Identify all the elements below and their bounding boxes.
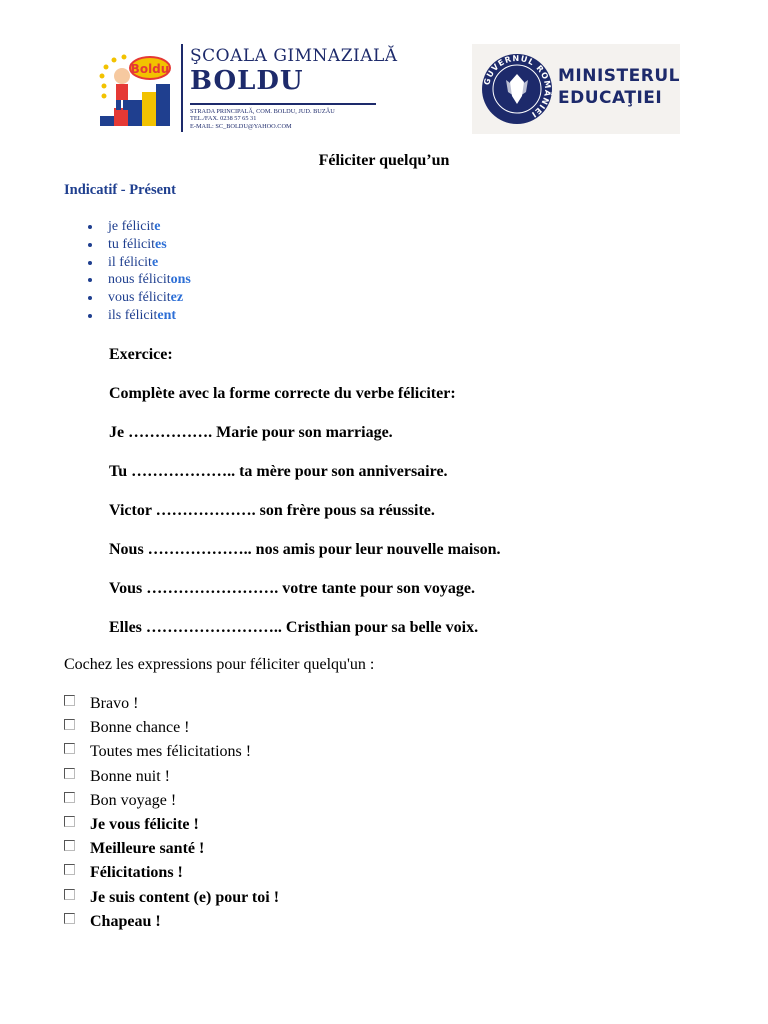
school-name-line1: ŞCOALA GIMNAZIALĂ <box>190 46 398 66</box>
seal-text: GUVERNUL ROMÂNIEI <box>482 53 553 120</box>
checkbox[interactable] <box>64 889 75 900</box>
checklist-prompt: Cochez les expressions pour féliciter quelqu'un : <box>64 656 375 673</box>
exercise-sentence: Nous ……………….. nos amis pour leur nouvelle maison. <box>109 541 501 558</box>
checklist-label: Bonne nuit ! <box>90 767 170 785</box>
checkbox[interactable] <box>64 913 75 924</box>
checklist-label: Je suis content (e) pour toi ! <box>90 888 280 906</box>
verb-ending: ent <box>157 307 177 323</box>
verb-stem: je félicit <box>108 219 155 234</box>
checklist-label: Je vous félicite ! <box>90 815 199 833</box>
government-seal-icon <box>480 52 554 126</box>
checkbox[interactable] <box>64 816 75 827</box>
verb-ending: es <box>155 236 167 252</box>
ministry-name-line2: EDUCAŢIEI <box>558 88 663 108</box>
checklist-item[interactable] <box>64 813 279 837</box>
address-phone: TEL./FAX. 0238 57 65 31 <box>190 115 257 123</box>
checklist-item[interactable] <box>64 837 279 861</box>
conjugation-item <box>84 307 191 325</box>
checklist-item[interactable] <box>64 910 279 934</box>
checklist-item[interactable] <box>64 789 279 813</box>
checklist-label: Bon voyage ! <box>90 791 177 809</box>
bullet-icon <box>88 296 92 300</box>
verb-ending: ons <box>170 272 191 288</box>
conjugation-list <box>84 218 191 325</box>
conjugation-item <box>84 289 191 307</box>
verb-ending: e <box>151 254 159 270</box>
bullet-icon <box>88 278 92 282</box>
verb-stem: vous félicit <box>108 290 171 306</box>
exercise-sentence: Elles …………………….. Cristhian pour sa belle voix. <box>109 619 479 636</box>
bullet-icon <box>88 225 92 229</box>
conjugation-item <box>84 218 191 236</box>
school-name-line2: BOLDU <box>190 66 304 96</box>
checklist-label: Bonne chance ! <box>90 719 190 737</box>
checklist-item[interactable] <box>64 716 279 740</box>
verb-ending: ez <box>170 290 184 306</box>
exercise-sentence: Victor ………………. son frère pous sa réussite. <box>109 502 435 519</box>
verb-stem: ils félicit <box>108 307 158 323</box>
checklist-item[interactable] <box>64 740 279 764</box>
exercise-sentence: Vous ……………………. votre tante pour son voyage. <box>109 580 475 597</box>
checkbox[interactable] <box>64 695 75 706</box>
verb-stem: il félicit <box>108 254 152 270</box>
school-rule <box>190 103 376 105</box>
exercise-instruction: Complète avec la forme correcte du verbe féliciter: <box>109 385 456 402</box>
checkbox[interactable] <box>64 792 75 803</box>
checklist-label: Meilleure santé ! <box>90 840 205 858</box>
checkbox[interactable] <box>64 743 75 754</box>
checklist-label: Toutes mes félicitations ! <box>90 743 252 761</box>
checkbox[interactable] <box>64 864 75 875</box>
checklist-item[interactable] <box>64 765 279 789</box>
verb-stem: nous félicit <box>108 272 171 288</box>
header-divider <box>181 44 183 132</box>
checklist <box>64 692 279 934</box>
school-address <box>190 108 335 130</box>
exercise-sentence: Tu ……………….. ta mère pour son anniversaire. <box>109 463 448 480</box>
bullet-icon <box>88 261 92 265</box>
ministry-name-line1: MINISTERUL <box>558 66 680 86</box>
logo-text: Boldu <box>130 62 170 76</box>
bullet-icon <box>88 314 92 318</box>
conjugation-item <box>84 271 191 289</box>
conjugation-item <box>84 236 191 254</box>
tense-label: Indicatif - Présent <box>64 182 176 198</box>
checklist-label: Félicitations ! <box>90 864 183 882</box>
school-logo <box>92 50 178 130</box>
checklist-label: Bravo ! <box>90 695 139 712</box>
bullet-icon <box>88 243 92 247</box>
checklist-label: Chapeau ! <box>90 912 161 930</box>
checklist-item[interactable] <box>64 692 279 716</box>
checklist-item[interactable] <box>64 886 279 910</box>
exercise-sentence: Je ……………. Marie pour son marriage. <box>109 424 393 441</box>
checkbox[interactable] <box>64 840 75 851</box>
address-email: E-MAIL: SC_BOLDU@YAHOO.COM <box>190 122 292 130</box>
exercise-heading: Exercice: <box>109 346 173 363</box>
verb-ending: e <box>154 219 161 234</box>
page-title: Féliciter quelqu’un <box>318 152 450 169</box>
address-street: STRADA PRINCIPALĂ, COM. BOLDU, JUD. BUZĂU <box>190 108 335 115</box>
checkbox[interactable] <box>64 768 75 779</box>
verb-stem: tu félicit <box>108 236 156 252</box>
conjugation-item <box>84 254 191 272</box>
checklist-item[interactable] <box>64 861 279 885</box>
checkbox[interactable] <box>64 719 75 730</box>
